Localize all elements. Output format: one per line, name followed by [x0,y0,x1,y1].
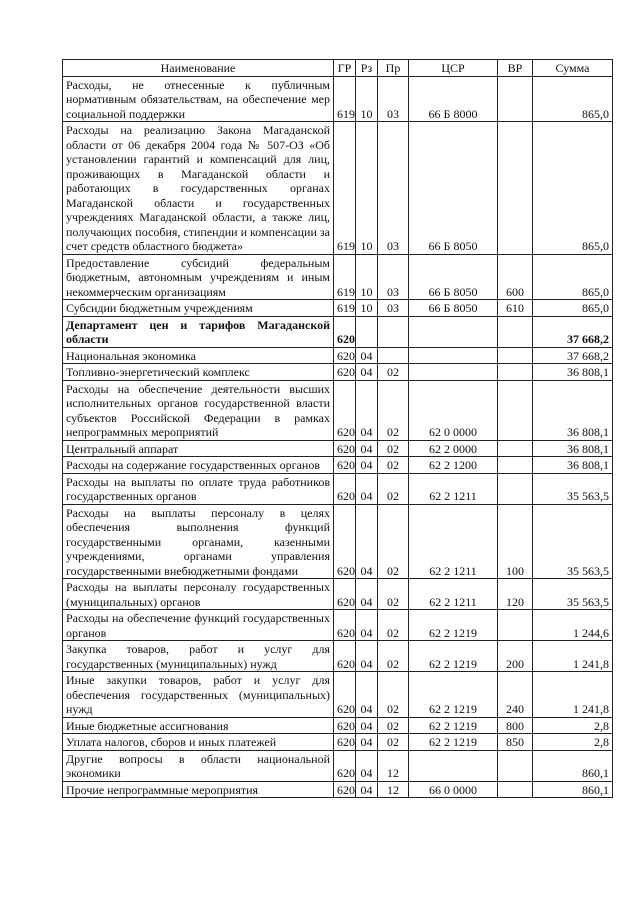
table-row [63,610,613,641]
row-name: Прочие непрограммные мероприятия [63,781,334,798]
row-csr: 66 Б 8050 [409,122,498,255]
row-pr: 03 [378,76,409,122]
table-row [63,579,613,610]
row-name: Национальная экономика [63,347,334,364]
table-row [63,457,613,474]
header-gr: ГР [334,60,356,77]
table-row [63,254,613,300]
row-pr: 03 [378,122,409,255]
row-vr [498,316,533,347]
table-row [63,300,613,317]
row-csr: 62 2 1211 [409,473,498,504]
budget-table [62,59,613,798]
table-header-row [63,60,613,77]
header-name: Наименование [63,60,334,77]
row-name: Расходы, не отнесенные к публичным нормативным обязательствам, на обеспечение мер социальной поддержки [63,76,334,122]
row-name: Предоставление субсидий федеральным бюджетным, автономным учреждениям и иным некоммерческим организациям [63,254,334,300]
row-gr: 619 [334,254,356,300]
row-rz: 10 [356,122,378,255]
row-name: Топливно-энергетический комплекс [63,364,334,381]
row-name: Центральный аппарат [63,440,334,457]
table-row [63,717,613,734]
row-csr [409,750,498,781]
table-row [63,380,613,440]
row-sum: 35 563,5 [533,473,613,504]
table-row [63,504,613,579]
row-rz: 04 [356,380,378,440]
document-page [62,59,612,798]
row-pr: 02 [378,610,409,641]
row-sum: 35 563,5 [533,504,613,579]
row-vr [498,750,533,781]
row-rz: 10 [356,254,378,300]
table-row [63,672,613,718]
header-pr: Пр [378,60,409,77]
row-csr [409,316,498,347]
row-pr: 12 [378,750,409,781]
table-row [63,750,613,781]
row-csr: 66 Б 8000 [409,76,498,122]
row-pr: 02 [378,641,409,672]
row-gr: 620 [334,579,356,610]
row-vr [498,781,533,798]
row-vr [498,347,533,364]
row-gr: 620 [334,672,356,718]
row-csr [409,347,498,364]
row-csr: 62 2 1219 [409,734,498,751]
row-sum: 36 808,1 [533,440,613,457]
row-gr: 620 [334,380,356,440]
row-rz: 10 [356,76,378,122]
row-name: Расходы на выплаты по оплате труда работников государственных органов [63,473,334,504]
row-csr: 66 Б 8050 [409,254,498,300]
row-gr: 620 [334,504,356,579]
table-row [63,440,613,457]
row-csr: 66 0 0000 [409,781,498,798]
row-name: Расходы на выплаты персоналу государственных (муниципальных) органов [63,579,334,610]
row-name: Субсидии бюджетным учреждениям [63,300,334,317]
row-name: Расходы на обеспечение функций государственных органов [63,610,334,641]
row-gr: 620 [334,717,356,734]
row-rz: 04 [356,579,378,610]
row-name: Департамент цен и тарифов Магаданской области [63,316,334,347]
table-row [63,347,613,364]
row-pr: 02 [378,579,409,610]
row-sum: 860,1 [533,750,613,781]
row-csr: 62 2 1219 [409,610,498,641]
table-body [63,76,613,798]
row-vr: 800 [498,717,533,734]
row-csr: 62 2 1200 [409,457,498,474]
row-csr: 62 2 1211 [409,504,498,579]
row-gr: 620 [334,750,356,781]
row-rz: 04 [356,473,378,504]
row-gr: 620 [334,641,356,672]
row-rz: 04 [356,504,378,579]
row-rz: 04 [356,641,378,672]
row-gr: 620 [334,734,356,751]
row-pr: 02 [378,504,409,579]
row-csr: 62 2 1211 [409,579,498,610]
row-csr: 62 2 0000 [409,440,498,457]
row-vr: 850 [498,734,533,751]
row-csr: 66 Б 8050 [409,300,498,317]
row-vr: 600 [498,254,533,300]
row-rz: 04 [356,734,378,751]
row-rz: 04 [356,364,378,381]
row-gr: 620 [334,457,356,474]
row-sum: 36 808,1 [533,364,613,381]
header-csr: ЦСР [409,60,498,77]
row-vr [498,76,533,122]
row-name: Расходы на обеспечение деятельности высших исполнительных органов государственной власти субъектов Российской Федерации в рамках непрограммных мероприятий [63,380,334,440]
row-pr: 02 [378,734,409,751]
row-vr [498,457,533,474]
row-gr: 620 [334,610,356,641]
row-sum: 865,0 [533,76,613,122]
header-sum: Сумма [533,60,613,77]
row-vr: 240 [498,672,533,718]
row-rz: 04 [356,717,378,734]
row-name: Расходы на выплаты персоналу в целях обеспечения выполнения функций государственными органами, казенными учреждениями, органами управления государственными внебюджетными фондами [63,504,334,579]
table-row [63,76,613,122]
row-vr: 200 [498,641,533,672]
row-csr [409,364,498,381]
row-pr: 02 [378,380,409,440]
row-pr: 02 [378,457,409,474]
row-rz: 04 [356,457,378,474]
row-gr: 620 [334,316,356,347]
row-pr: 12 [378,781,409,798]
row-gr: 620 [334,473,356,504]
row-rz: 04 [356,610,378,641]
row-sum: 35 563,5 [533,579,613,610]
row-vr [498,380,533,440]
table-row [63,781,613,798]
header-rz: Рз [356,60,378,77]
row-name: Расходы на реализацию Закона Магаданской области от 06 декабря 2004 года № 507-ОЗ «Об установлении гарантий и компенсаций для лиц, проживающих в Магаданской области и работающих в государственных органах Магаданской области и государственных учреждениях Магаданской области, а также лиц, получающих пособия, стипендии и компенсации за счет средств областного бюджета» [63,122,334,255]
row-gr: 620 [334,440,356,457]
header-vr: ВР [498,60,533,77]
row-sum: 865,0 [533,300,613,317]
row-gr: 620 [334,347,356,364]
row-csr: 62 2 1219 [409,641,498,672]
row-pr: 02 [378,717,409,734]
row-gr: 619 [334,122,356,255]
row-vr: 120 [498,579,533,610]
row-vr [498,364,533,381]
row-gr: 620 [334,364,356,381]
row-gr: 619 [334,76,356,122]
row-rz [356,316,378,347]
row-pr: 03 [378,254,409,300]
row-name: Закупка товаров, работ и услуг для государственных (муниципальных) нужд [63,641,334,672]
row-rz: 04 [356,750,378,781]
row-sum: 2,8 [533,717,613,734]
row-sum: 37 668,2 [533,347,613,364]
row-pr: 03 [378,300,409,317]
row-vr [498,473,533,504]
row-rz: 04 [356,347,378,364]
table-row [63,122,613,255]
row-sum: 1 241,8 [533,672,613,718]
row-pr: 02 [378,440,409,457]
row-vr [498,122,533,255]
row-vr: 610 [498,300,533,317]
row-sum: 2,8 [533,734,613,751]
row-csr: 62 2 1219 [409,672,498,718]
table-row [63,364,613,381]
row-sum: 860,1 [533,781,613,798]
row-sum: 865,0 [533,254,613,300]
row-sum: 1 244,6 [533,610,613,641]
row-vr [498,610,533,641]
table-row [63,316,613,347]
row-name: Иные закупки товаров, работ и услуг для обеспечения государственных (муниципальных) нужд [63,672,334,718]
table-row [63,473,613,504]
row-sum: 36 808,1 [533,380,613,440]
row-rz: 10 [356,300,378,317]
table-row [63,734,613,751]
row-pr: 02 [378,364,409,381]
row-sum: 1 241,8 [533,641,613,672]
table-row [63,641,613,672]
row-gr: 619 [334,300,356,317]
row-name: Уплата налогов, сборов и иных платежей [63,734,334,751]
row-sum: 36 808,1 [533,457,613,474]
row-rz: 04 [356,672,378,718]
row-gr: 620 [334,781,356,798]
row-name: Расходы на содержание государственных органов [63,457,334,474]
row-csr: 62 0 0000 [409,380,498,440]
row-rz: 04 [356,440,378,457]
row-name: Иные бюджетные ассигнования [63,717,334,734]
row-name: Другие вопросы в области национальной экономики [63,750,334,781]
row-vr: 100 [498,504,533,579]
row-vr [498,440,533,457]
row-csr: 62 2 1219 [409,717,498,734]
row-sum: 865,0 [533,122,613,255]
row-rz: 04 [356,781,378,798]
row-sum: 37 668,2 [533,316,613,347]
row-pr [378,316,409,347]
row-pr: 02 [378,473,409,504]
row-pr: 02 [378,672,409,718]
row-pr [378,347,409,364]
